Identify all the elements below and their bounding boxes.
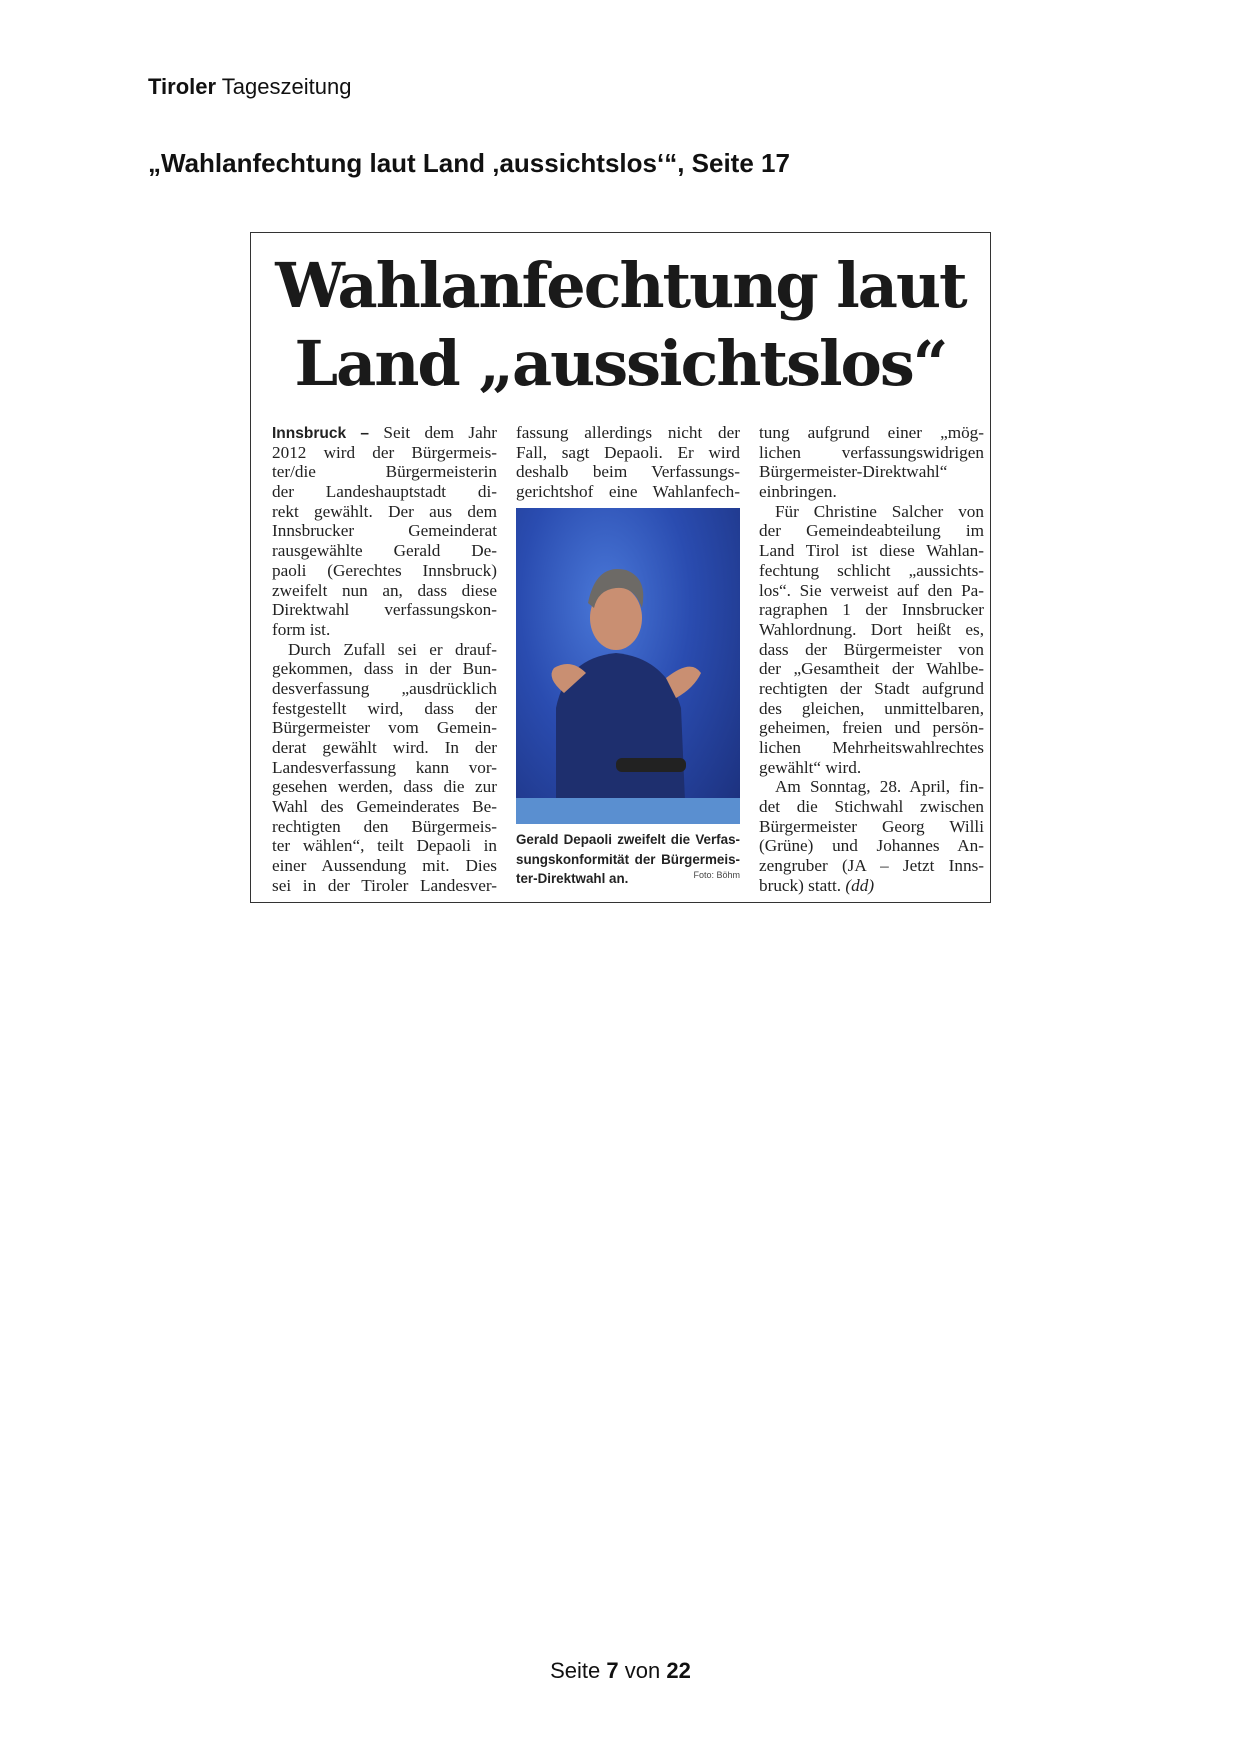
article-text-line: [516, 462, 740, 482]
article-text: des gleichen, unmittelbaren,: [759, 698, 984, 718]
speaker-photo-illustration: [516, 508, 740, 824]
article-text-line: [272, 699, 497, 719]
current-page: 7: [606, 1658, 619, 1683]
article-text: ter wählen“, teilt Depaoli in: [272, 836, 497, 856]
caption-line: ter-Direktwahl an.: [516, 871, 629, 886]
article-text-line: [759, 718, 984, 738]
article-text: lichen Mehrheitswahlrechtes: [759, 738, 984, 757]
article-text-line: [759, 817, 984, 837]
article-text-line: [759, 738, 984, 758]
article-text-line: [759, 443, 984, 463]
article-text: gewählt“ wird.: [759, 757, 862, 777]
article-text-line: [272, 482, 497, 502]
article-text-line: [759, 640, 984, 660]
caption-line: sungskonformität der Bürgermeis-: [516, 851, 740, 867]
article-text-line: [759, 423, 984, 443]
publication-name-bold: Tiroler: [148, 74, 217, 99]
article-text-line: [272, 718, 497, 738]
article-text-line: [759, 561, 984, 581]
article-text: dass der Bürgermeister von: [759, 639, 984, 659]
article-text: Fall, sagt Depaoli. Er wird: [516, 442, 740, 462]
article-text-line: [759, 482, 984, 502]
article-text: einbringen.: [759, 482, 837, 502]
article-text-line: [272, 876, 497, 896]
article-text-line: [272, 600, 497, 620]
document-title: „Wahlanfechtung laut Land ‚aussichtslos‘“, Seite 17: [148, 148, 790, 178]
article-text-line: [759, 777, 984, 797]
article-text: Landesverfassung kann vor-: [272, 757, 497, 777]
article-text: Innsbrucker Gemeinderat: [272, 521, 497, 541]
article-text-line: [272, 738, 497, 758]
article-text: Durch Zufall sei er drauf-: [288, 639, 497, 659]
article-text: paoli (Gerechtes Innsbruck): [272, 560, 497, 580]
article-headline: [251, 247, 990, 403]
article-text: rausgewählte Gerald De-: [272, 541, 497, 561]
article-text-line: [272, 640, 497, 660]
article-text-line: [272, 521, 497, 541]
article-text-line: [759, 856, 984, 876]
article-column-3: [759, 423, 984, 896]
article-text-line: [272, 777, 497, 797]
article-text-line: [272, 541, 497, 561]
caption-line: Gerald Depaoli zweifelt die Verfas-: [516, 832, 740, 847]
article-text: Wahlordnung. Dort heißt es,: [759, 619, 984, 639]
article-text-line: [759, 797, 984, 817]
article-text: einer Aussendung mit. Dies: [272, 856, 497, 876]
article-text-line: [759, 659, 984, 679]
publication-name: [148, 74, 351, 100]
article-text: rechtigten der Stadt aufgrund: [759, 678, 984, 698]
article-text-line: [516, 482, 740, 502]
total-pages: 22: [666, 1658, 691, 1683]
article-text: form ist.: [272, 619, 331, 639]
author-signature: (dd): [845, 875, 875, 895]
article-text-line: [272, 679, 497, 699]
article-text-line: [759, 758, 984, 778]
article-text-line: [759, 679, 984, 699]
article-text: fechtung schlicht „aussichts-: [759, 560, 984, 580]
page-prefix: Seite: [550, 1658, 601, 1683]
article-text: ragraphen 1 der Innsbrucker: [759, 600, 984, 620]
article-text-line: [759, 836, 984, 856]
article-text: deshalb beim Verfassungs-: [516, 462, 740, 482]
article-text-line: [272, 561, 497, 581]
article-text: 2012 wird der Bürgermeis-: [272, 442, 497, 462]
article-text: gekommen, dass in der Bun-: [272, 659, 497, 679]
photo-credit: Foto: Böhm: [693, 870, 740, 880]
article-text: los“. Sie verweist auf den Pa-: [759, 580, 984, 600]
article-text-line: [759, 876, 984, 896]
article-text: Direktwahl verfassungskon-: [272, 600, 497, 620]
article-column-2: [516, 423, 740, 502]
article-text: zengruber (JA – Jetzt Inns-: [759, 856, 984, 876]
article-text-line: [272, 836, 497, 856]
article-text: gesehen werden, dass die zur: [272, 777, 497, 797]
article-text-line: [272, 817, 497, 837]
article-text: rechtigten den Bürgermeis-: [272, 816, 497, 836]
article-text: sei in der Tiroler Landesver-: [272, 875, 497, 895]
article-text-line: [272, 581, 497, 601]
publication-name-rest: Tageszeitung: [221, 74, 352, 99]
article-text: der Gemeindeabteilung im: [759, 521, 984, 541]
article-text: (Grüne) und Johannes An-: [759, 836, 984, 856]
article-text-line: [272, 758, 497, 778]
article-text: Bürgermeister-Direktwahl“: [759, 462, 948, 482]
article-text: ter/die Bürgermeisterin: [272, 462, 497, 482]
article-text: Am Sonntag, 28. April, fin-: [775, 777, 984, 797]
article-text-line: [272, 797, 497, 817]
article-text-line: [272, 462, 497, 482]
article-text-line: [272, 502, 497, 522]
article-text: Für Christine Salcher von: [775, 501, 984, 521]
headline-line-2: Land „aussichtslos“: [294, 327, 947, 400]
article-dateline: Innsbruck –: [272, 425, 370, 442]
article-text-line: [516, 423, 740, 443]
article-column-1: [272, 423, 497, 896]
article-text: Land Tirol ist diese Wahlan-: [759, 541, 984, 561]
article-text: der „Gesamtheit der Wahlbe-: [759, 659, 984, 679]
article-text: Bürgermeister vom Gemein-: [272, 718, 497, 738]
article-text: Seit dem Jahr: [383, 423, 498, 442]
article-text: desverfassung „ausdrücklich: [272, 678, 497, 698]
article-text-line: [272, 423, 497, 443]
article-text: tung aufgrund einer „mög-: [759, 423, 984, 442]
article-text-line: [759, 581, 984, 601]
article-text-line: [759, 620, 984, 640]
article-text-line: [759, 462, 984, 482]
article-text: geheimen, freien und persön-: [759, 718, 984, 738]
article-text: lichen verfassungswidrigen: [759, 442, 984, 462]
article-text: gerichtshof eine Wahlanfech-: [516, 482, 740, 502]
article-photo: [516, 508, 740, 824]
article-text: zweifelt nun an, dass diese: [272, 580, 497, 600]
article-text: rekt gewählt. Der aus dem: [272, 501, 497, 521]
article-text-line: [759, 541, 984, 561]
article-text-line: [759, 600, 984, 620]
article-text: det die Stichwahl zwischen: [759, 797, 984, 817]
article-text: bruck) statt.: [759, 875, 842, 895]
article-text: fassung allerdings nicht der: [516, 423, 740, 442]
photo-caption: [516, 830, 740, 889]
article-text-line: [272, 620, 497, 640]
article-text: der Landeshauptstadt di-: [272, 482, 497, 502]
article-text-line: [516, 443, 740, 463]
article-text-line: [759, 502, 984, 522]
article-text: Wahl des Gemeinderates Be-: [272, 797, 497, 817]
page-middle: von: [624, 1658, 661, 1683]
page-number: [0, 1658, 1241, 1684]
newspaper-clipping: [250, 232, 991, 903]
article-text-line: [272, 443, 497, 463]
article-text: festgestellt wird, dass der: [272, 698, 497, 718]
headline-line-1: Wahlanfechtung laut: [275, 249, 966, 322]
article-text-line: [759, 699, 984, 719]
article-text-line: [272, 856, 497, 876]
article-text: derat gewählt wird. In der: [272, 738, 497, 757]
article-text: Bürgermeister Georg Willi: [759, 816, 984, 836]
article-text-line: [272, 659, 497, 679]
article-text-line: [759, 521, 984, 541]
